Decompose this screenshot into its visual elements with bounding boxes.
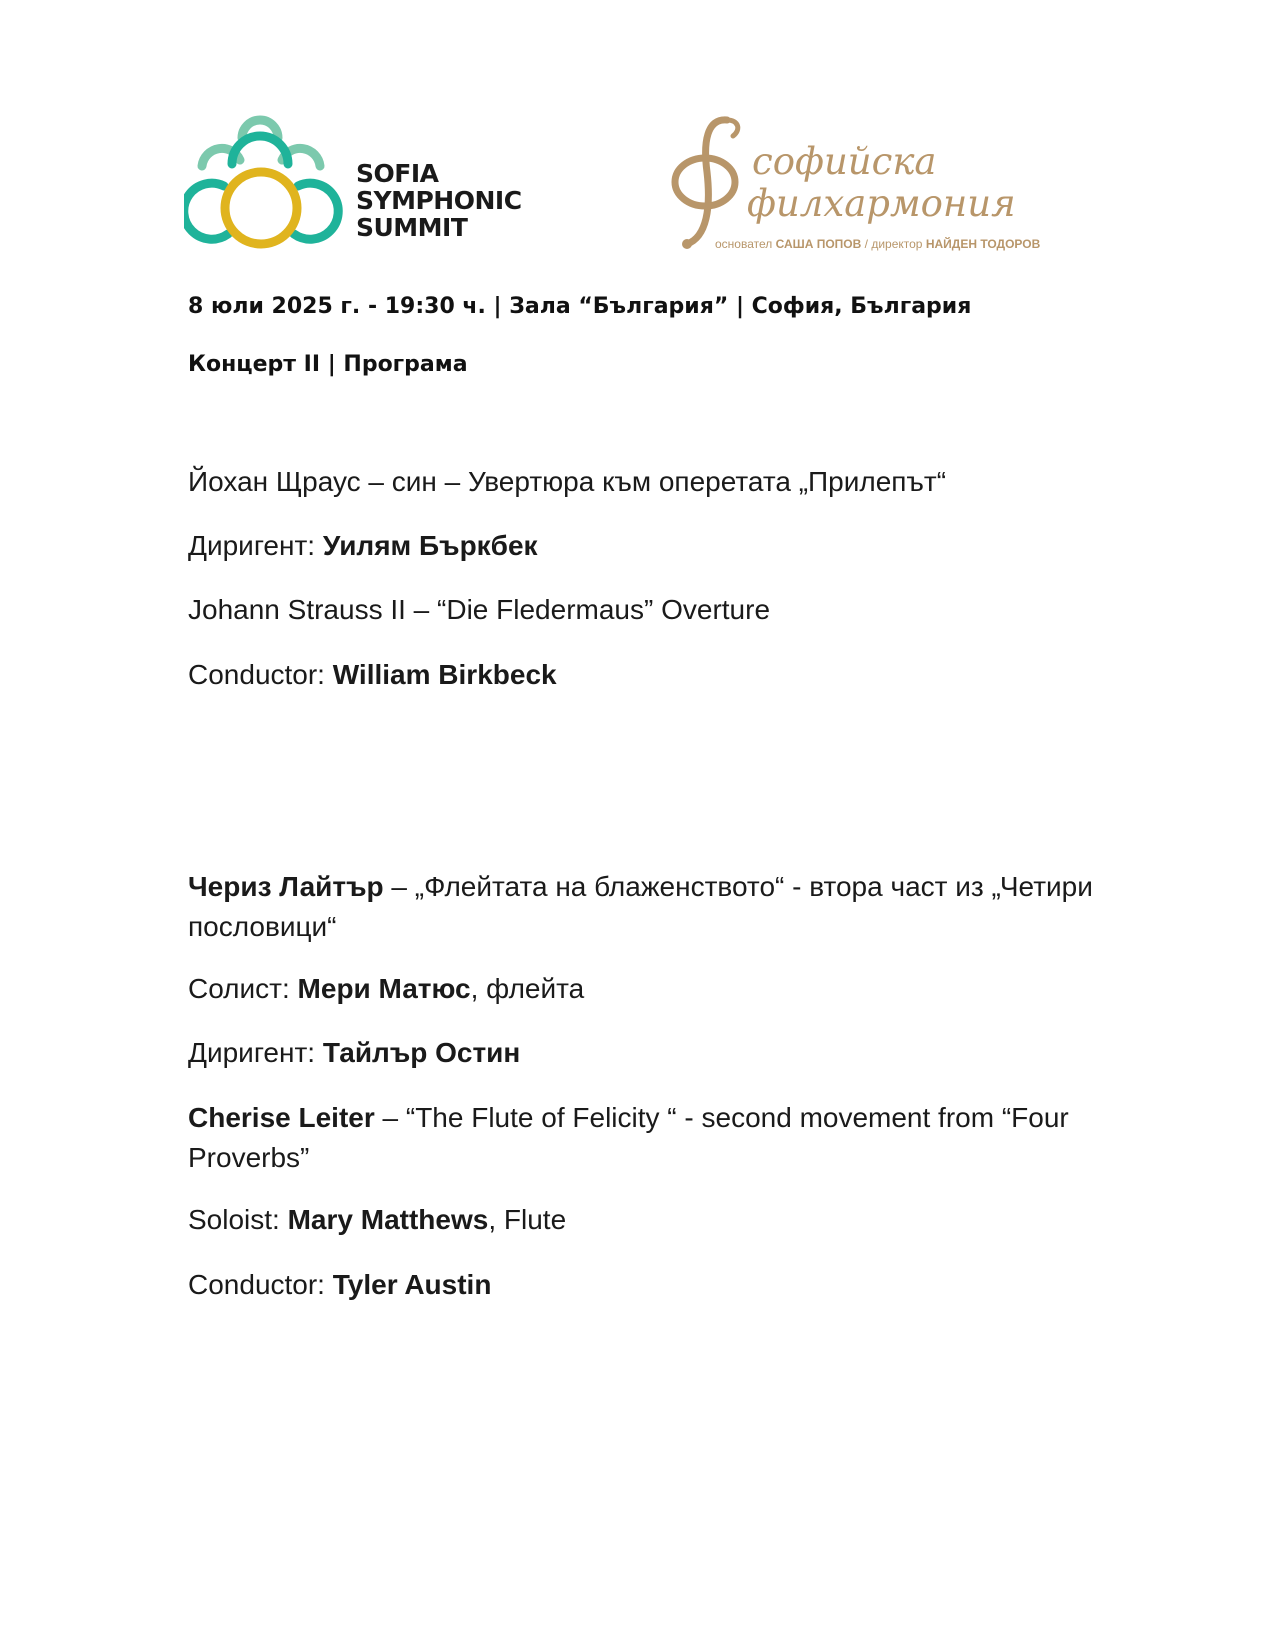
piece1-en-conductor: William Birkbeck [332,659,557,690]
director-label: директор [871,237,923,251]
piece2-en-conductor: Tyler Austin [332,1269,492,1300]
piece2-bg-composer: Чериз Лайтър [188,871,384,902]
piece1-bg-conductor-line [188,526,538,566]
piece2-en-work: – “The Flute of Felicity “ - second movement from “Four Proverbs” [188,1102,1069,1173]
piece1-bg-work: Увертюра към оперетата „Прилепът“ [460,466,947,497]
director-name: НАЙДЕН ТОДОРОВ [925,237,1041,251]
founder-label: основател [715,237,773,251]
summit-logo-line1: SOFIA [356,159,439,188]
piece1-en-title [188,590,770,630]
credits-separator: / [864,237,868,251]
piece2-en-composer: Cherise Leiter [188,1102,375,1133]
summit-logo-line2: SYMPHONIC [356,186,522,215]
piece2-bg-title [188,867,1173,947]
event-info: 8 юли 2025 г. - 19:30 ч. | Зала “България” | София, България [188,294,972,319]
sofia-philharmonic-logo [667,112,1047,262]
philharmonic-logo-line2: филхармония [747,182,1016,225]
piece2-bg-conductor-label: Диригент: [188,1037,323,1068]
founder-name: САША ПОПОВ [775,237,862,251]
piece2-en-soloist-line [188,1200,566,1240]
concert-title: Концерт II | Програма [188,352,468,377]
piece1-bg-title [188,462,946,502]
piece2-en-soloist: Mary Matthews [287,1204,489,1235]
piece1-bg-conductor: Уилям Бъркбек [322,530,538,561]
piece2-bg-work: – „Флейтата на блаженството“ - втора част из „Четири пословици“ [188,871,1093,942]
piece1-en-composer: Johann Strauss II – [188,594,430,625]
philharmonic-logo-credits [715,237,1040,251]
piece2-bg-conductor-line [188,1033,520,1073]
piece2-en-title [188,1098,1173,1178]
piece2-bg-conductor: Тайлър Остин [322,1037,521,1068]
sofia-symphonic-summit-logo [184,108,544,258]
piece1-en-conductor-line [188,655,557,695]
piece2-bg-soloist-instrument: , флейта [470,973,585,1004]
summit-flower-icon [184,108,349,258]
piece2-en-soloist-instrument: , Flute [488,1204,567,1235]
piece1-bg-composer: Йохан Щраус – син – [188,466,461,497]
philharmonic-logo-line1: софийска [752,140,937,183]
philharmonic-f-icon [667,112,757,257]
piece1-en-conductor-label: Conductor: [188,659,333,690]
summit-logo-line3: SUMMIT [356,213,468,242]
piece2-bg-soloist: Мери Матюс [297,973,471,1004]
summit-logo-text [356,160,522,241]
piece2-en-soloist-label: Soloist: [188,1204,288,1235]
piece2-bg-soloist-line [188,969,584,1009]
piece1-bg-conductor-label: Диригент: [188,530,323,561]
piece2-bg-soloist-label: Солист: [188,973,298,1004]
piece2-en-conductor-label: Conductor: [188,1269,333,1300]
piece1-en-work: “Die Fledermaus” Overture [429,594,771,625]
piece2-en-conductor-line [188,1265,491,1305]
